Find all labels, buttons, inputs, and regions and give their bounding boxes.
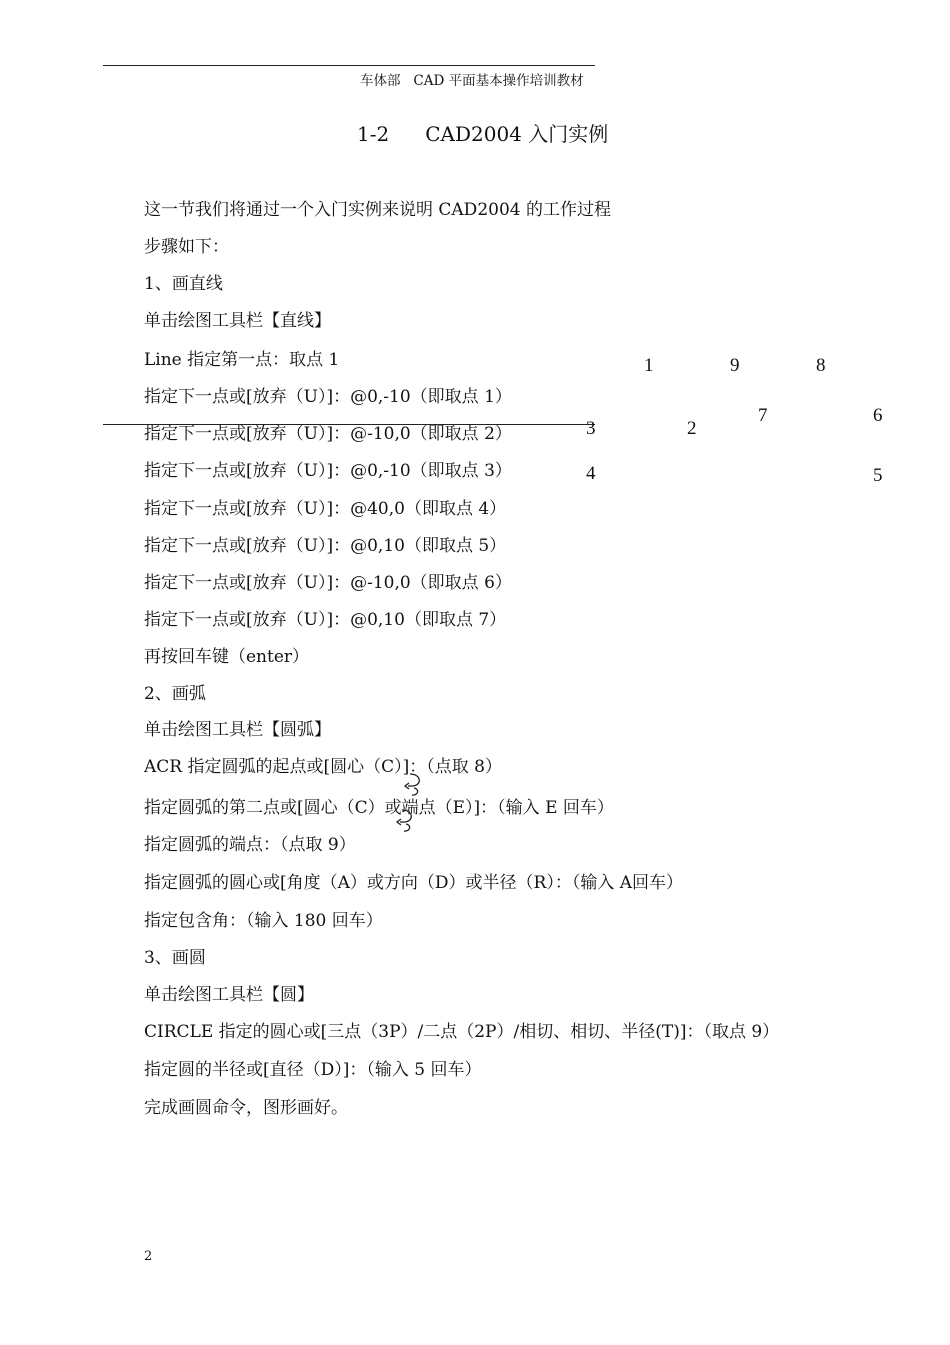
command-line: 指定下一点或[放弃（U）]：@0,-10（即取点 1） — [144, 387, 512, 407]
command-line: 指定包含角：（输入 180 回车） — [144, 911, 383, 931]
step-heading-circle: 3、画圆 — [144, 948, 206, 968]
running-header — [360, 69, 584, 89]
section-number: 1-2 — [357, 122, 390, 146]
step-heading-arc: 2、画弧 — [144, 684, 206, 704]
snap-arrow-icon — [400, 772, 426, 798]
command-line: 指定下一点或[放弃（U）]：@0,10（即取点 5） — [144, 536, 507, 556]
closing-line: 完成画圆命令，图形画好。 — [144, 1098, 348, 1118]
point-label-6: 6 — [873, 405, 883, 426]
command-line: 指定下一点或[放弃（U）]：@-10,0（即取点 2） — [144, 424, 512, 444]
point-label-8: 8 — [816, 355, 826, 376]
command-line: 指定圆弧的圆心或[角度（A）或方向（D）或半径（R）：（输入 A回车） — [144, 873, 684, 893]
command-line: ACR 指定圆弧的起点或[圆心（C）]：（点取 8） — [144, 757, 502, 777]
command-line: 指定下一点或[放弃（U）]：@0,10（即取点 7） — [144, 610, 507, 630]
command-line: 再按回车键（enter） — [144, 647, 310, 667]
header-doc-title: CAD 平面基本操作培训教材 — [413, 73, 584, 89]
section-title-text: CAD2004 入门实例 — [425, 122, 609, 146]
diagram-line — [103, 424, 595, 425]
point-label-3: 3 — [586, 418, 596, 439]
instruction-line: 单击绘图工具栏【直线】 — [144, 311, 331, 331]
command-line: 指定下一点或[放弃（U）]：@0,-10（即取点 3） — [144, 461, 512, 481]
snap-arrow-icon — [392, 808, 418, 834]
command-line: 指定下一点或[放弃（U）]：@-10,0（即取点 6） — [144, 573, 512, 593]
steps-heading: 步骤如下： — [144, 237, 229, 257]
instruction-arc: 单击绘图工具栏【圆弧】 — [144, 720, 331, 740]
point-label-2: 2 — [687, 418, 697, 439]
header-rule — [103, 65, 595, 66]
command-line: CIRCLE 指定的圆心或[三点（3P）/二点（2P）/相切、相切、半径(T)]：（取点 9） — [144, 1022, 780, 1042]
command-line: Line 指定第一点：取点 1 — [144, 350, 340, 370]
page-number: 2 — [144, 1249, 153, 1264]
command-line: 指定下一点或[放弃（U）]：@40,0（即取点 4） — [144, 499, 507, 519]
point-label-4: 4 — [586, 463, 596, 484]
intro-paragraph: 这一节我们将通过一个入门实例来说明 CAD2004 的工作过程 — [144, 200, 611, 220]
command-line: 指定圆的半径或[直径（D）]：（输入 5 回车） — [144, 1060, 482, 1080]
point-label-1: 1 — [644, 355, 654, 376]
header-department: 车体部 — [360, 73, 401, 89]
command-line: 指定圆弧的端点：（点取 9） — [144, 835, 356, 855]
command-line: 指定圆弧的第二点或[圆心（C）或端点（E）]：（输入 E 回车） — [144, 798, 614, 818]
instruction-circle: 单击绘图工具栏【圆】 — [144, 985, 314, 1005]
point-label-9: 9 — [730, 355, 740, 376]
point-label-7: 7 — [758, 405, 768, 426]
step-heading-line: 1、画直线 — [144, 274, 223, 294]
point-label-5: 5 — [873, 465, 883, 486]
section-title — [357, 118, 608, 147]
